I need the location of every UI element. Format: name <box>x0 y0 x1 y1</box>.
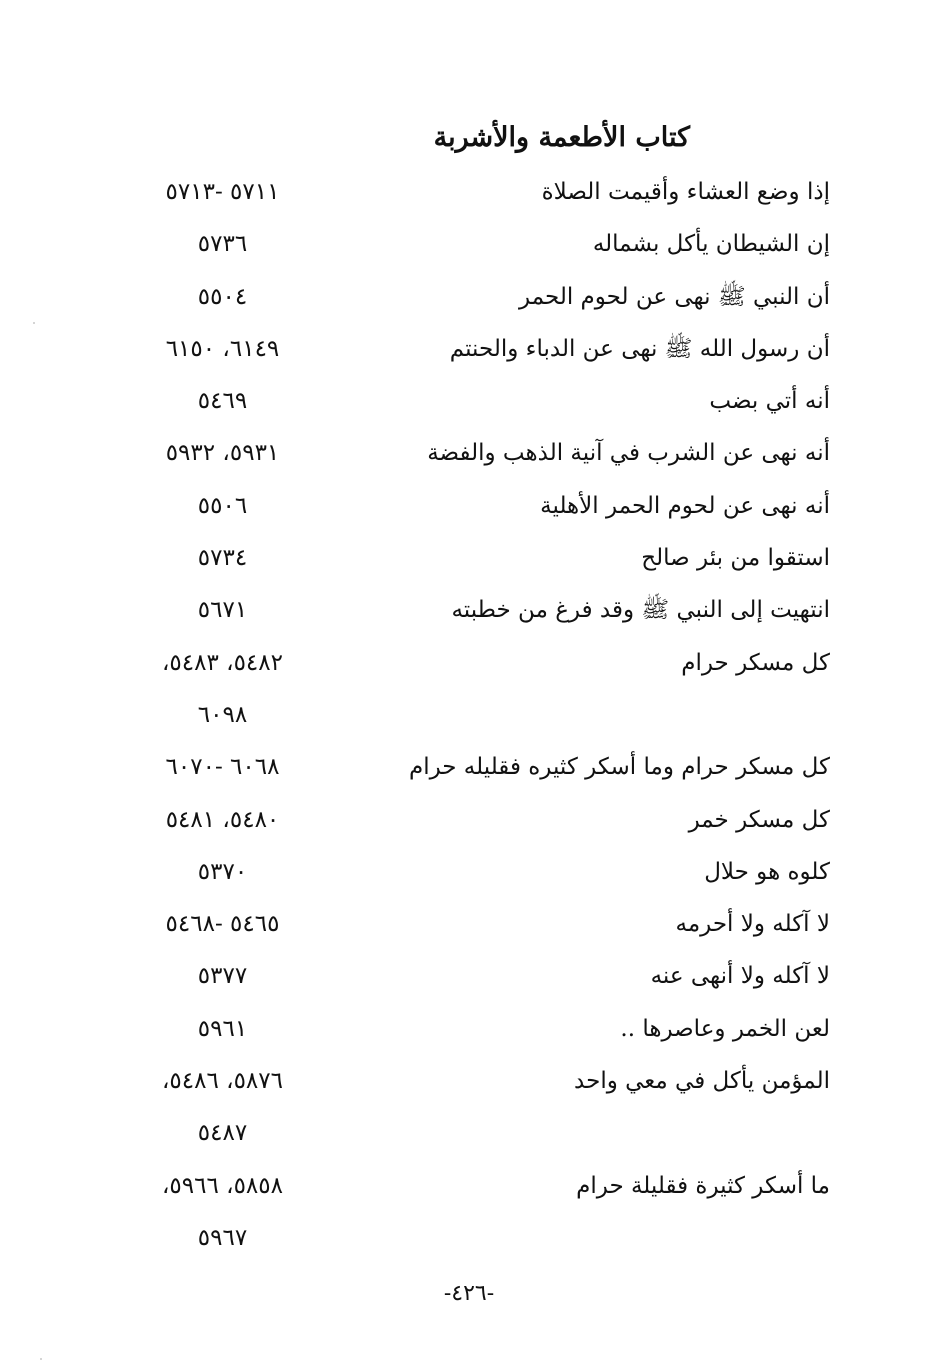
hadith-text: إن الشيطان يأكل بشماله <box>592 231 830 258</box>
hadith-text: لا آكله ولا أنهى عنه <box>650 963 830 990</box>
index-entry <box>100 900 830 952</box>
reference-numbers: ٥٧٣٤ <box>197 545 248 572</box>
index-entry <box>100 743 830 795</box>
reference-numbers: ٥٦٧١ <box>197 597 248 624</box>
reference-numbers: ٥٤٨٢، ٥٤٨٣، <box>161 649 283 676</box>
scan-speck <box>33 322 35 324</box>
hadith-text: لعن الخمر وعاصرها .. <box>620 1015 830 1042</box>
reference-numbers: ٥٤٨٧ <box>197 1120 248 1147</box>
hadith-text: المؤمن يأكل في معي واحد <box>574 1068 830 1095</box>
page-title: كتاب الأطعمة والأشربة <box>433 122 690 153</box>
hadith-text: إذا وضع العشاء وأقيمت الصلاة <box>541 179 830 205</box>
scan-speck <box>40 1358 42 1360</box>
hadith-text: أنه نهى عن الشرب في آنية الذهب والفضة <box>427 440 830 467</box>
hadith-text: كلوه هو حلال <box>704 858 830 885</box>
reference-numbers: ٥٨٧٦، ٥٤٨٦، <box>161 1068 283 1095</box>
index-entry <box>100 848 830 900</box>
index-entry <box>100 639 830 691</box>
hadith-text: أنه أتي بضب <box>709 388 830 415</box>
index-list <box>100 168 830 1266</box>
index-entry <box>100 691 830 743</box>
hadith-text: كل مسكر خمر <box>688 806 830 833</box>
hadith-text: ما أسكر كثيرة فقليلة حرام <box>576 1172 830 1199</box>
index-entry <box>100 1005 830 1057</box>
reference-numbers: ٥٩٣١، ٥٩٣٢ <box>165 440 280 467</box>
index-entry <box>100 952 830 1004</box>
reference-numbers: ٥٣٧٧ <box>197 963 248 990</box>
reference-numbers: ٦٠٦٨ -٦٠٧٠ <box>165 754 280 781</box>
index-entry <box>100 429 830 481</box>
index-entry <box>100 1057 830 1109</box>
page-number: -٤٢٦- <box>443 1281 495 1306</box>
hadith-text: كل مسكر حرام <box>681 649 830 676</box>
index-entry <box>100 586 830 638</box>
reference-numbers: ٥٧١١ -٥٧١٣ <box>165 179 280 205</box>
hadith-text: أن النبي ﷺ نهى عن لحوم الحمر <box>519 283 830 310</box>
reference-numbers: ٥٤٨٠، ٥٤٨١ <box>165 806 280 833</box>
reference-numbers: ٦٠٩٨ <box>197 701 248 728</box>
reference-numbers: ٥٣٧٠ <box>197 858 248 885</box>
hadith-text: أن رسول الله ﷺ نهى عن الدباء والحنتم <box>449 335 830 362</box>
index-entry <box>100 1109 830 1161</box>
index-entry <box>100 377 830 429</box>
reference-numbers: ٥٧٣٦ <box>197 231 248 258</box>
index-entry <box>100 168 830 220</box>
hadith-text: استقوا من بئر صالح <box>641 545 830 572</box>
reference-numbers: ٥٩٦١ <box>197 1015 248 1042</box>
reference-numbers: ٥٥٠٤ <box>197 283 248 310</box>
reference-numbers: ٥٥٠٦ <box>197 492 248 519</box>
hadith-text: أنه نهى عن لحوم الحمر الأهلية <box>540 492 830 519</box>
hadith-text: لا آكله ولا أحرمه <box>675 911 830 938</box>
hadith-text: انتهيت إلى النبي ﷺ وقد فرغ من خطبته <box>451 597 830 624</box>
reference-numbers: ٥٨٥٨، ٥٩٦٦، <box>161 1172 283 1199</box>
index-entry <box>100 482 830 534</box>
reference-numbers: ٦١٤٩، ٦١٥٠ <box>165 335 280 362</box>
index-entry <box>100 220 830 272</box>
hadith-text: كل مسكر حرام وما أسكر كثيره فقليله حرام <box>408 754 830 781</box>
reference-numbers: ٥٩٦٧ <box>197 1224 248 1251</box>
reference-numbers: ٥٤٦٥ -٥٤٦٨ <box>165 911 280 938</box>
index-entry <box>100 325 830 377</box>
reference-numbers: ٥٤٦٩ <box>197 388 248 415</box>
index-entry <box>100 796 830 848</box>
index-entry <box>100 273 830 325</box>
index-entry <box>100 1214 830 1266</box>
index-entry <box>100 1162 830 1214</box>
index-entry <box>100 534 830 586</box>
